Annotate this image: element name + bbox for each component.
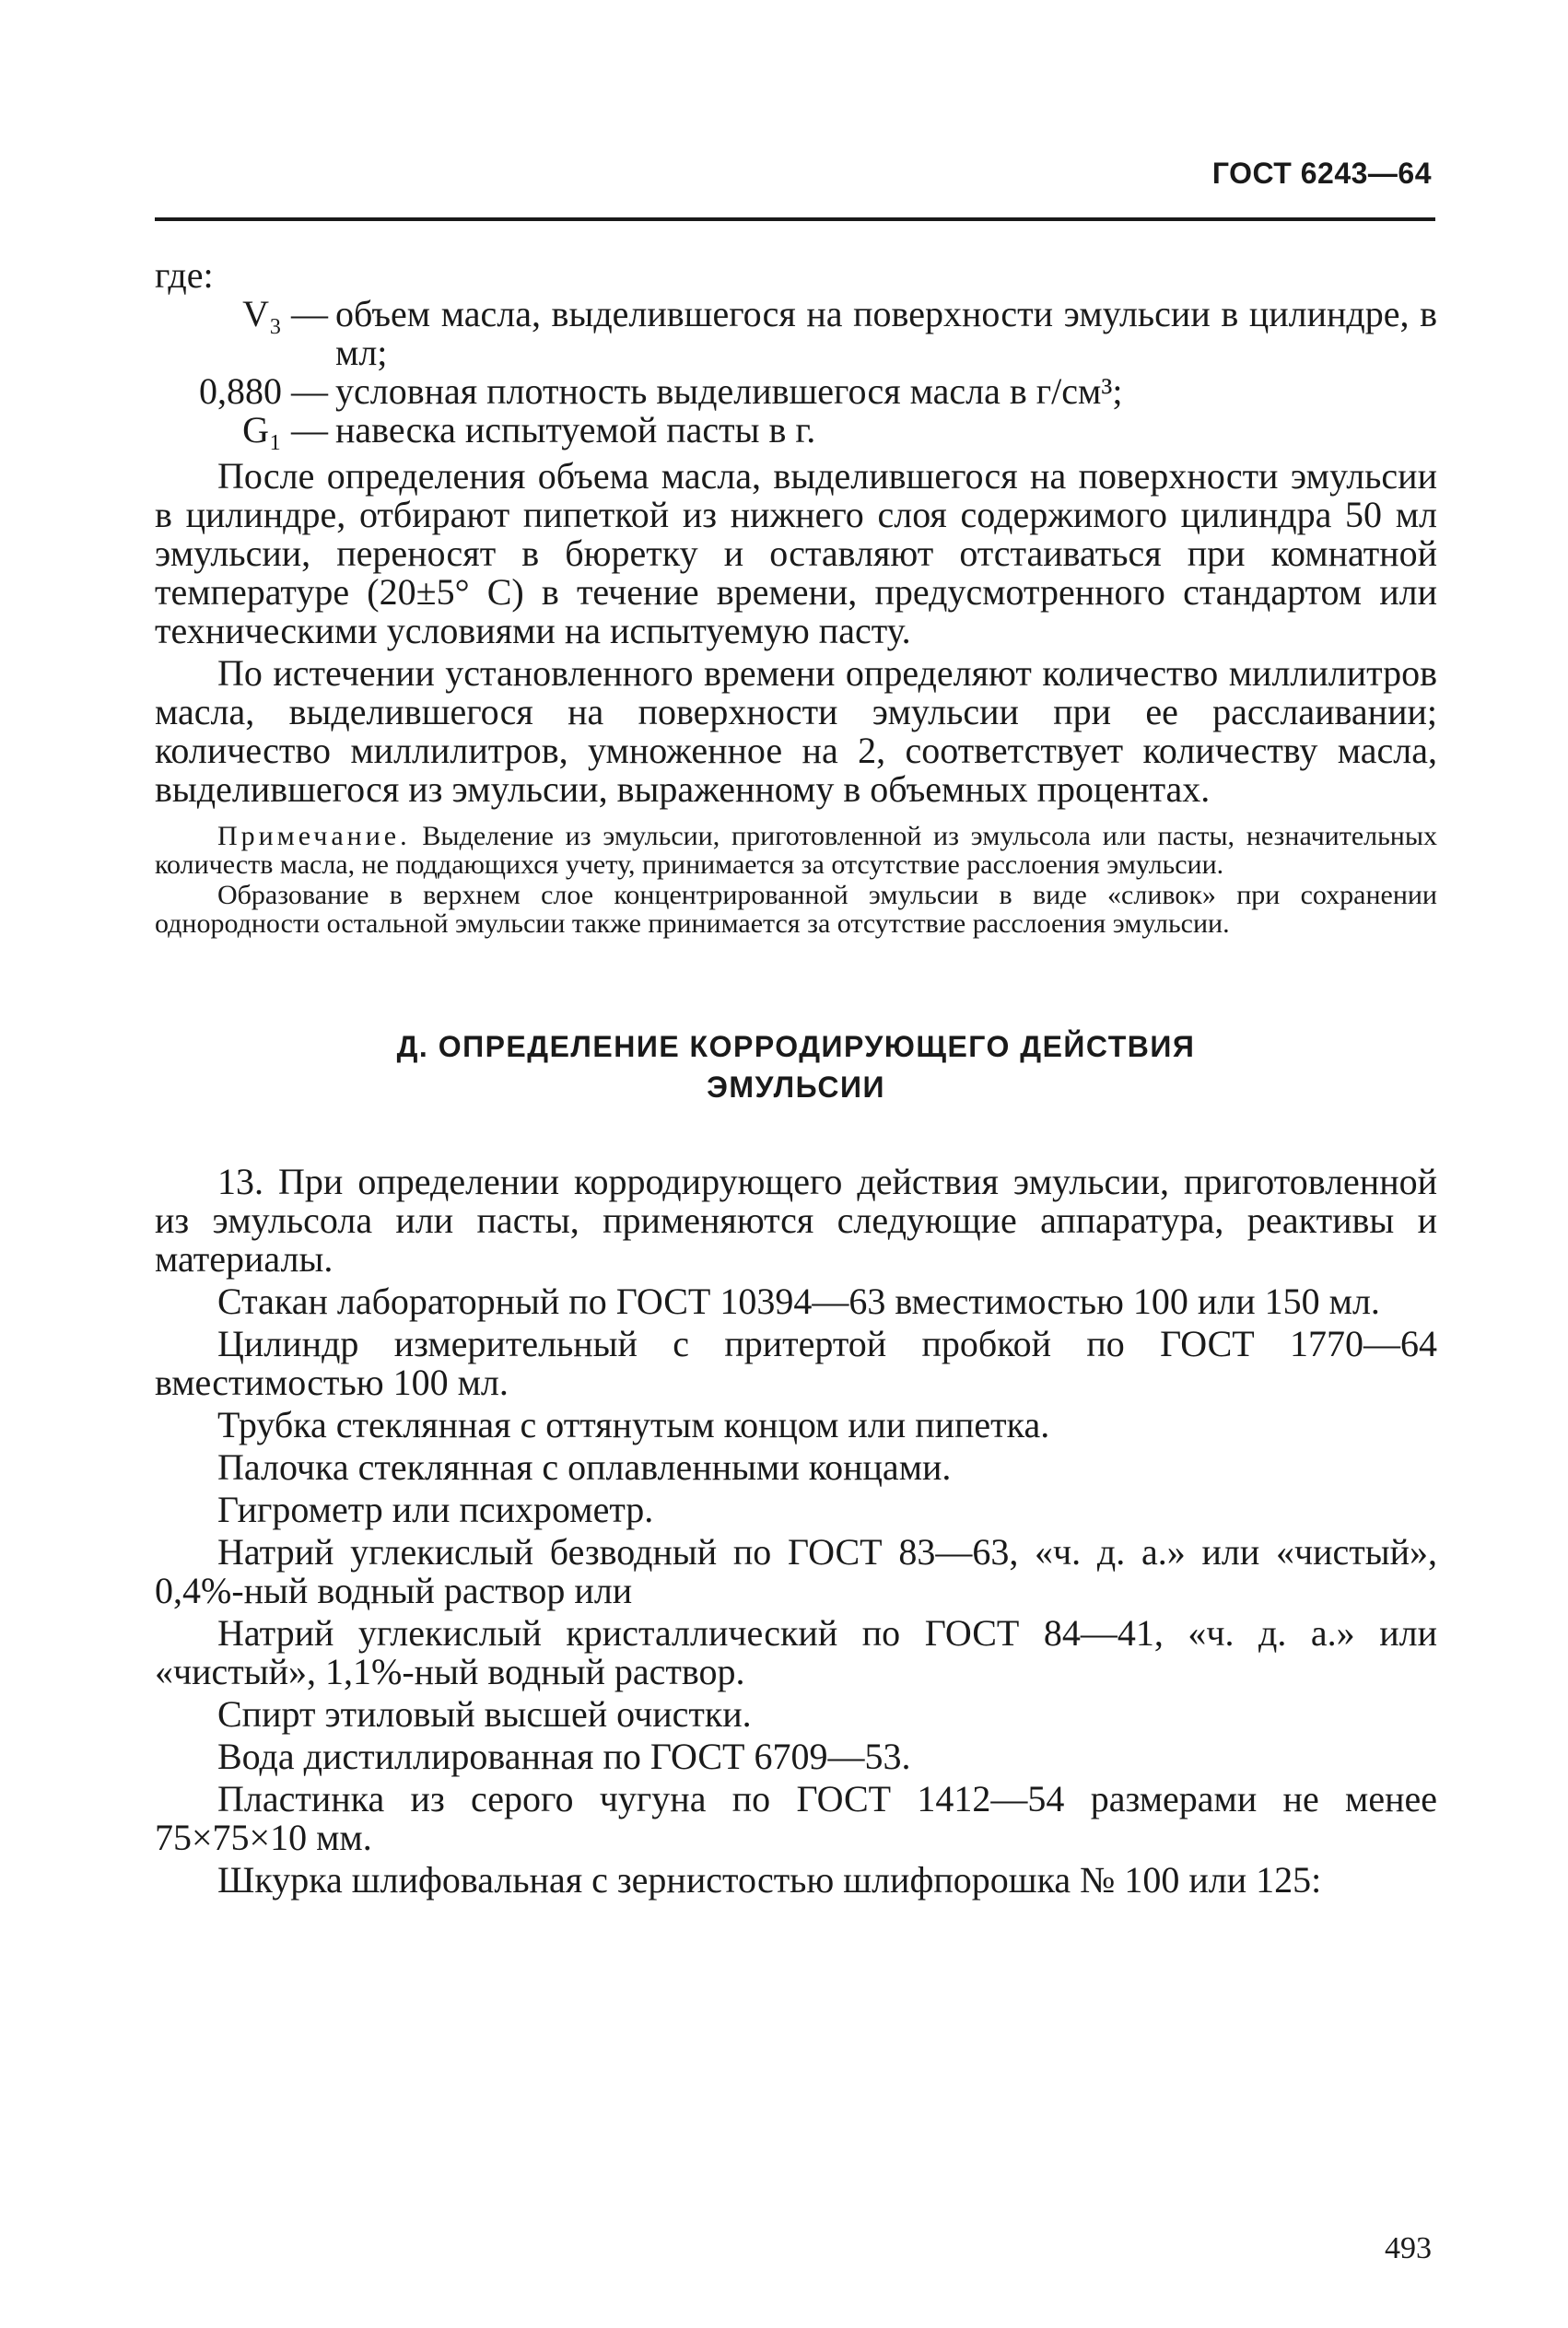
list-item: Натрий углекислый кристаллический по ГОСТ 84—41, «ч. д. а.» или «чистый», 1,1%-ный водный раствор. (155, 1612, 1437, 1692)
list-item: Палочка стеклянная с оплавленными концами. (217, 1446, 952, 1488)
definition-item (155, 411, 1437, 450)
list-item: Стакан лабораторный по ГОСТ 10394—63 вместимостью 100 или 150 мл. (217, 1281, 1380, 1322)
definition-term: V₃ — (242, 293, 328, 334)
section-heading (155, 1026, 1437, 1107)
note-text: Выделение из эмульсии, приготовленной из эмульсола или пасты, незначительных количеств масла, не поддающихся учету, принимается за отсутствие расслоения эмульсии. (155, 821, 1438, 880)
list-item: Шкурка шлифовальная с зернистостью шлифпорошка № 100 или 125: (217, 1859, 1322, 1901)
list-item: Гигрометр или психрометр. (217, 1489, 654, 1530)
definition-desc: условная плотность выделившегося масла в г/см³; (335, 370, 1123, 412)
section-heading-line: Д. ОПРЕДЕЛЕНИЕ КОРРОДИРУЮЩЕГО ДЕЙСТВИЯ (396, 1030, 1196, 1063)
list-item: Спирт этиловый высшей очистки. (217, 1693, 752, 1735)
header-rule (155, 217, 1435, 221)
definition-item (155, 372, 1437, 411)
definition-term: 0,880 — (199, 370, 328, 412)
paragraph: После определения объема масла, выделившегося на поверхности эмульсии в цилиндре, отбирают пипеткой из нижнего слоя содержимого цилиндра 50 мл эмульсии, переносят в бюретку и оставляют отстаиваться при комнатной температуре (20±5° С) в течение времени, предусмотренного стандартом или техническими условиями на испытуемую пасту. (155, 455, 1437, 651)
page-body (155, 256, 1437, 1900)
running-head: ГОСТ 6243—64 (1211, 157, 1432, 190)
page-number: 493 (1385, 2231, 1432, 2265)
list-item: Натрий углекислый безводный по ГОСТ 83—63, «ч. д. а.» или «чистый», 0,4%-ный водный раствор или (155, 1531, 1437, 1611)
note-paragraph (155, 822, 1437, 879)
list-item: Трубка стеклянная с оттянутым концом или пипетка. (217, 1404, 1050, 1445)
note-paragraph-2: Образование в верхнем слое концентрированной эмульсии в виде «сливок» при сохранении однородности остальной эмульсии также принимается за отсутствие расслоения эмульсии. (155, 880, 1437, 939)
paragraph: 13. При определении корродирующего действия эмульсии, приготовленной из эмульсола или пасты, применяются следующие аппаратура, реактивы и материалы. (155, 1161, 1437, 1280)
where-label: где: (155, 254, 214, 296)
note-label: Примечание. (217, 821, 411, 851)
definition-desc: объем масла, выделившегося на поверхности эмульсии в цилиндре, в мл; (335, 293, 1437, 373)
definition-list (155, 295, 1437, 450)
list-item: Пластинка из серого чугуна по ГОСТ 1412—54 размерами не менее 75×75×10 мм. (155, 1778, 1437, 1858)
paragraph: По истечении установленного времени определяют количество миллилитров масла, выделившегося на поверхности эмульсии при ее расслаивании; количество миллилитров, умноженное на 2, соответствует количеству масла, выделившегося из эмульсии, выраженному в объемных процентах. (155, 652, 1437, 810)
section-heading-line: ЭМУЛЬСИИ (707, 1070, 885, 1104)
list-item: Цилиндр измерительный с притертой пробкой по ГОСТ 1770—64 вместимостью 100 мл. (155, 1323, 1437, 1403)
definition-term: G₁ — (242, 409, 328, 450)
definition-desc: навеска испытуемой пасты в г. (335, 409, 816, 450)
definition-item (155, 295, 1437, 372)
list-item: Вода дистиллированная по ГОСТ 6709—53. (217, 1736, 911, 1777)
